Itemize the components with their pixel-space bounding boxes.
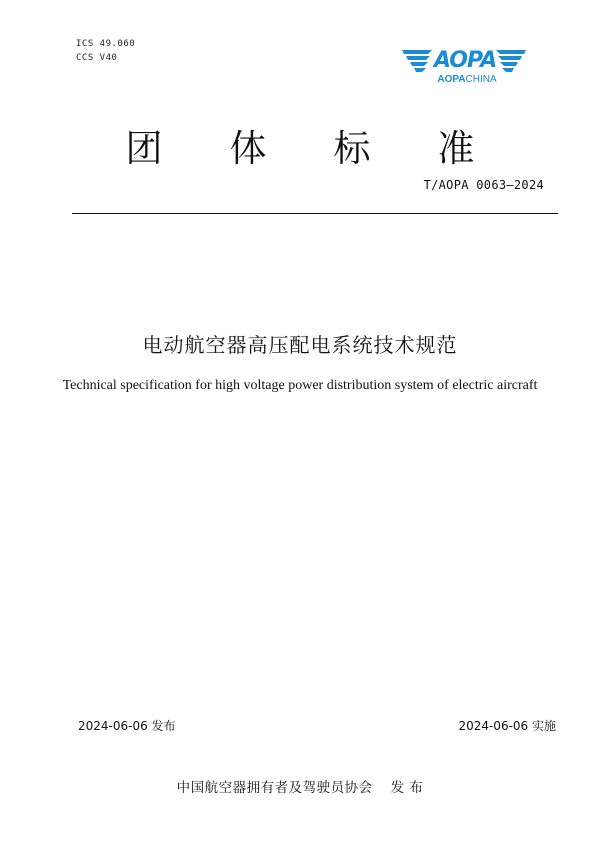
standard-code: T/AOPA 0063—2024 — [423, 178, 544, 192]
logo-sub-right: CHINA — [465, 74, 497, 85]
implement-date: 2024-06-06 实施 — [458, 719, 556, 733]
ics-code: ICS 49.060 — [76, 39, 136, 49]
document-title-zh: 电动航空器高压配电系统技术规范 — [142, 333, 458, 357]
standard-type-char: 团 — [125, 127, 163, 170]
aopa-logo — [398, 44, 530, 90]
standard-type-char: 准 — [437, 127, 475, 170]
document-title-en: Technical specification for high voltage power distribution system of electric aircraft — [62, 378, 538, 393]
logo-sub-left: AOPA — [437, 74, 466, 85]
logo-subtitle — [432, 74, 502, 85]
header-divider — [72, 213, 558, 214]
issuer-line — [0, 776, 600, 796]
issuer-name: 中国航空器拥有者及驾驶员协会 — [176, 780, 373, 796]
publish-date: 2024-06-06 发布 — [78, 719, 176, 733]
standard-type-char: 体 — [229, 127, 267, 170]
issuer-action: 发 布 — [390, 780, 424, 796]
standard-type-char: 标 — [333, 127, 371, 170]
logo-mark: AOPA — [433, 48, 497, 73]
ccs-code: CCS V40 — [76, 53, 118, 63]
standard-type-heading — [0, 118, 600, 172]
